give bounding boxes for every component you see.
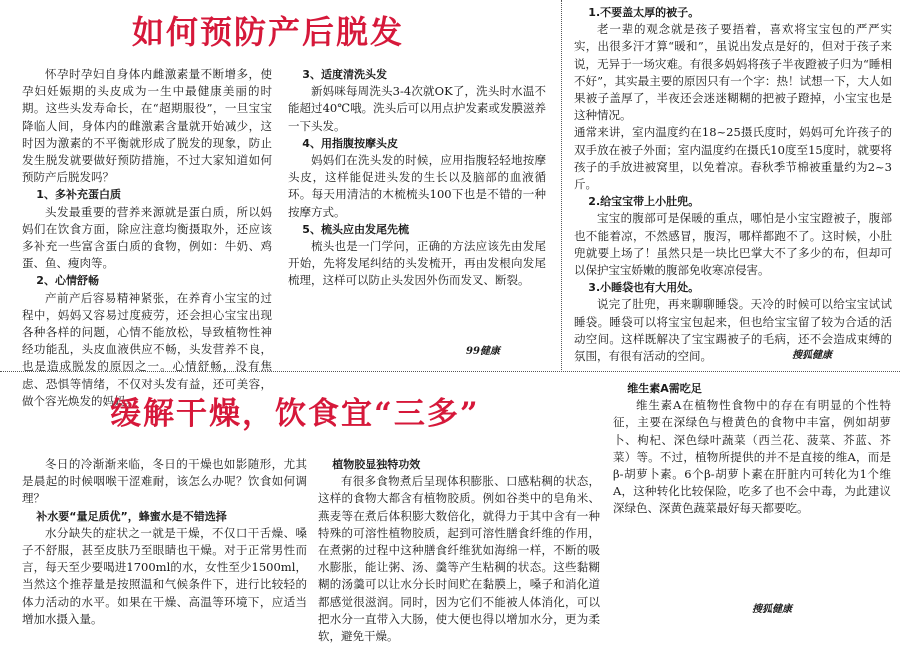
article2-source: 搜狐健康 bbox=[792, 350, 832, 361]
article2-s2-heading: 2.给宝宝带上小肚兜。 bbox=[588, 195, 700, 209]
article1-s2-body: 产前产后容易精神紧张，在养育小宝宝的过程中，妈妈又容易过度疲劳，还会担心宝宝出现各种各样的问题，心情不能放松，导致植物性神经功能乱，头皮血液供应不畅，头发营养不良，也是造成脱发的原因之一。心情舒畅，没有焦虑、恐惧等情绪，不仅对头发有益，还可美容，做个容光焕发的妈妈。 bbox=[22, 290, 272, 408]
article1-intro: 怀孕时孕妇自身体内雌激素量不断增多，使孕妇妊娠期的头皮成为一生中最健康美丽的时期。这些头发寿命长，在“超期服役”，一旦宝宝降临人间，身体内的雌激素含量就开始减少，这时因为激素的不平衡就形成了脱发的现象，防止发生脱发就要做好预防措施，不过大家知道如何预防产后脱发吗？ bbox=[22, 67, 272, 185]
article1-title: 如何预防产后脱发 bbox=[132, 13, 405, 51]
article3-s3-body: 维生素A在植物性食物中的存在有明显的个性特征，主要在深绿色与橙黄色的食物中丰富，例如胡萝卜、枸杞、深色绿叶蔬菜（西兰花、菠菜、芥蓝、芥菜）等。不过，植物所提供的并不是直接的维A，而是β-胡萝卜素。6个β-胡萝卜素在肝脏内可转化为1个维A，这种转化比较保险，吃多了也不会中毒，为此建议深绿色、深黄色蔬菜最好每天都要吃。 bbox=[613, 398, 891, 516]
article3-intro: 冬日的冷渐渐来临，冬日的干燥也如影随形，尤其是晨起的时候咽喉干涩难耐，该怎么办呢？饮食如何调理？ bbox=[22, 457, 307, 506]
article1-s4-heading: 4、用指腹按摩头皮 bbox=[302, 136, 398, 150]
vertical-divider-top bbox=[561, 0, 562, 372]
article3-s2-body: 有很多食物煮后呈现体积膨胀、口感粘稠的状态，这样的食物大都含有植物胶质。例如谷类中的皂角米、燕麦等在煮后体积膨大数倍化，就得力于其中含有一种特殊的可溶性植物胶质，起到可溶性膳食纤维的作用，在煮粥的过程中这种膳食纤维犹如海绵一样，不断的吸水膨胀，能让粥、汤、羹等产生粘稠的状态。这些黏糊糊的汤羹可以让水分长时间贮在黏膜上，嗓子和消化道都感觉很滋润。同时，因为它们不能被人体消化，可以把水分一直带入大肠，使大便也得以增加水分，更为柔软，避免干燥。 bbox=[318, 474, 600, 644]
article2-s2-body: 宝宝的腹部可是保暖的重点，哪怕是小宝宝蹬被子，腹部也不能着凉，不然感冒，腹泻，哪样都跑不了。这时候，小肚兜就要上场了！虽然只是一块比巴掌大不了多少的布，但却可以保护宝宝娇嫩的腹部免收寒凉侵害。 bbox=[574, 211, 892, 278]
article3-col3 bbox=[613, 380, 891, 580]
article1-s2-heading: 2、心情舒畅 bbox=[36, 274, 99, 288]
article3-s2-heading: 植物胶显独特功效 bbox=[332, 458, 421, 471]
article3-title: 缓解干燥，饮食宜“三多” bbox=[110, 396, 480, 432]
article2-s1-body2: 通常来讲，室内温度约在18~25摄氏度时，妈妈可允许孩子的双手放在被子外面；室内温度约在摄氏10度至15度时，就要将孩子的手放进被窝里，以免着凉。春秋季节棉被重量约为2~3斤。 bbox=[574, 125, 892, 192]
article1-col1 bbox=[22, 66, 272, 408]
article2-s3-heading: 3.小睡袋也有大用处。 bbox=[588, 281, 700, 295]
article2-s1-heading: 1.不要盖太厚的被子。 bbox=[588, 6, 700, 19]
article3-s3-heading: 维生素A需吃足 bbox=[627, 382, 702, 395]
article1-s4-body: 妈妈们在洗头发的时候，应用指腹轻轻地按摩头皮，这样能促进头发的生长以及脑部的血液循环。每天用清洁的木梳梳头100下也是不错的一种按摩方式。 bbox=[288, 153, 546, 219]
article3-col1 bbox=[22, 456, 307, 626]
article1-s3-heading: 3、适度清洗头发 bbox=[302, 68, 387, 81]
article2-s3-body: 说完了肚兜，再来聊聊睡袋。天冷的时候可以给宝宝试试睡袋。睡袋可以将宝宝包起来，但也给宝宝留了较为合适的活动空间。这样既解决了宝宝踢被子的毛病，还不会造成束缚的氛围，有很有活动的空间。 bbox=[574, 297, 892, 364]
article1-col2 bbox=[288, 66, 546, 328]
article1-s1-body: 头发最重要的营养来源就是蛋白质，所以妈妈们在饮食方面，除应注意均衡摄取外，还应该多补充一些富含蛋白质的食物，例如：牛奶、鸡蛋、鱼、瘦肉等。 bbox=[22, 204, 272, 271]
article3-col2 bbox=[318, 456, 600, 644]
article1-s3-body: 新妈咪每周洗头3-4次就OK了，洗头时水温不能超过40℃哦。洗头后可以用点护发素或发膜滋养一下头发。 bbox=[288, 84, 546, 133]
article1-source: 99健康 bbox=[466, 346, 500, 357]
article3-s1-body: 水分缺失的症状之一就是干燥，不仅口干舌燥、嗓子不舒服，甚至皮肤乃至眼睛也干燥。对于正常男性而言，每天至少要喝进1700ml的水，女性至少1500ml，当然这个推荐量是按照温和气候条件下，进行比较轻的体力活动的水平。如果在干燥、高温等环境下，应适当增加水摄入量。 bbox=[22, 525, 307, 626]
article3-s1-heading: 补水要“量足质优”，蜂蜜水是不错选择 bbox=[36, 509, 227, 523]
article2-s1-body: 老一辈的观念就是孩子要捂着，喜欢将宝宝包的严严实实，出很多汗才算“暖和”，虽说出发点是好的，但对于孩子来说，无异于一场灾难。有很多妈妈将孩子半夜蹬被子归为“睡相不好”，其实最主要的原因只有一个字：热！试想一下，大人如果被子盖厚了，半夜还会迷迷糊糊的把被子蹬掉，小宝宝也是这种情况。 bbox=[574, 22, 892, 123]
article3-source: 搜狐健康 bbox=[752, 604, 792, 615]
article1-s5-body: 梳头也是一门学问，正确的方法应该先由发尾开始，先将发尾纠结的头发梳开，再由发根向发尾梳理，这样可以防止头发因外伤而发叉、断裂。 bbox=[288, 239, 546, 288]
article1-s5-heading: 5、梳头应由发尾先梳 bbox=[302, 222, 409, 236]
article1-s1-heading: 1、多补充蛋白质 bbox=[36, 188, 121, 202]
